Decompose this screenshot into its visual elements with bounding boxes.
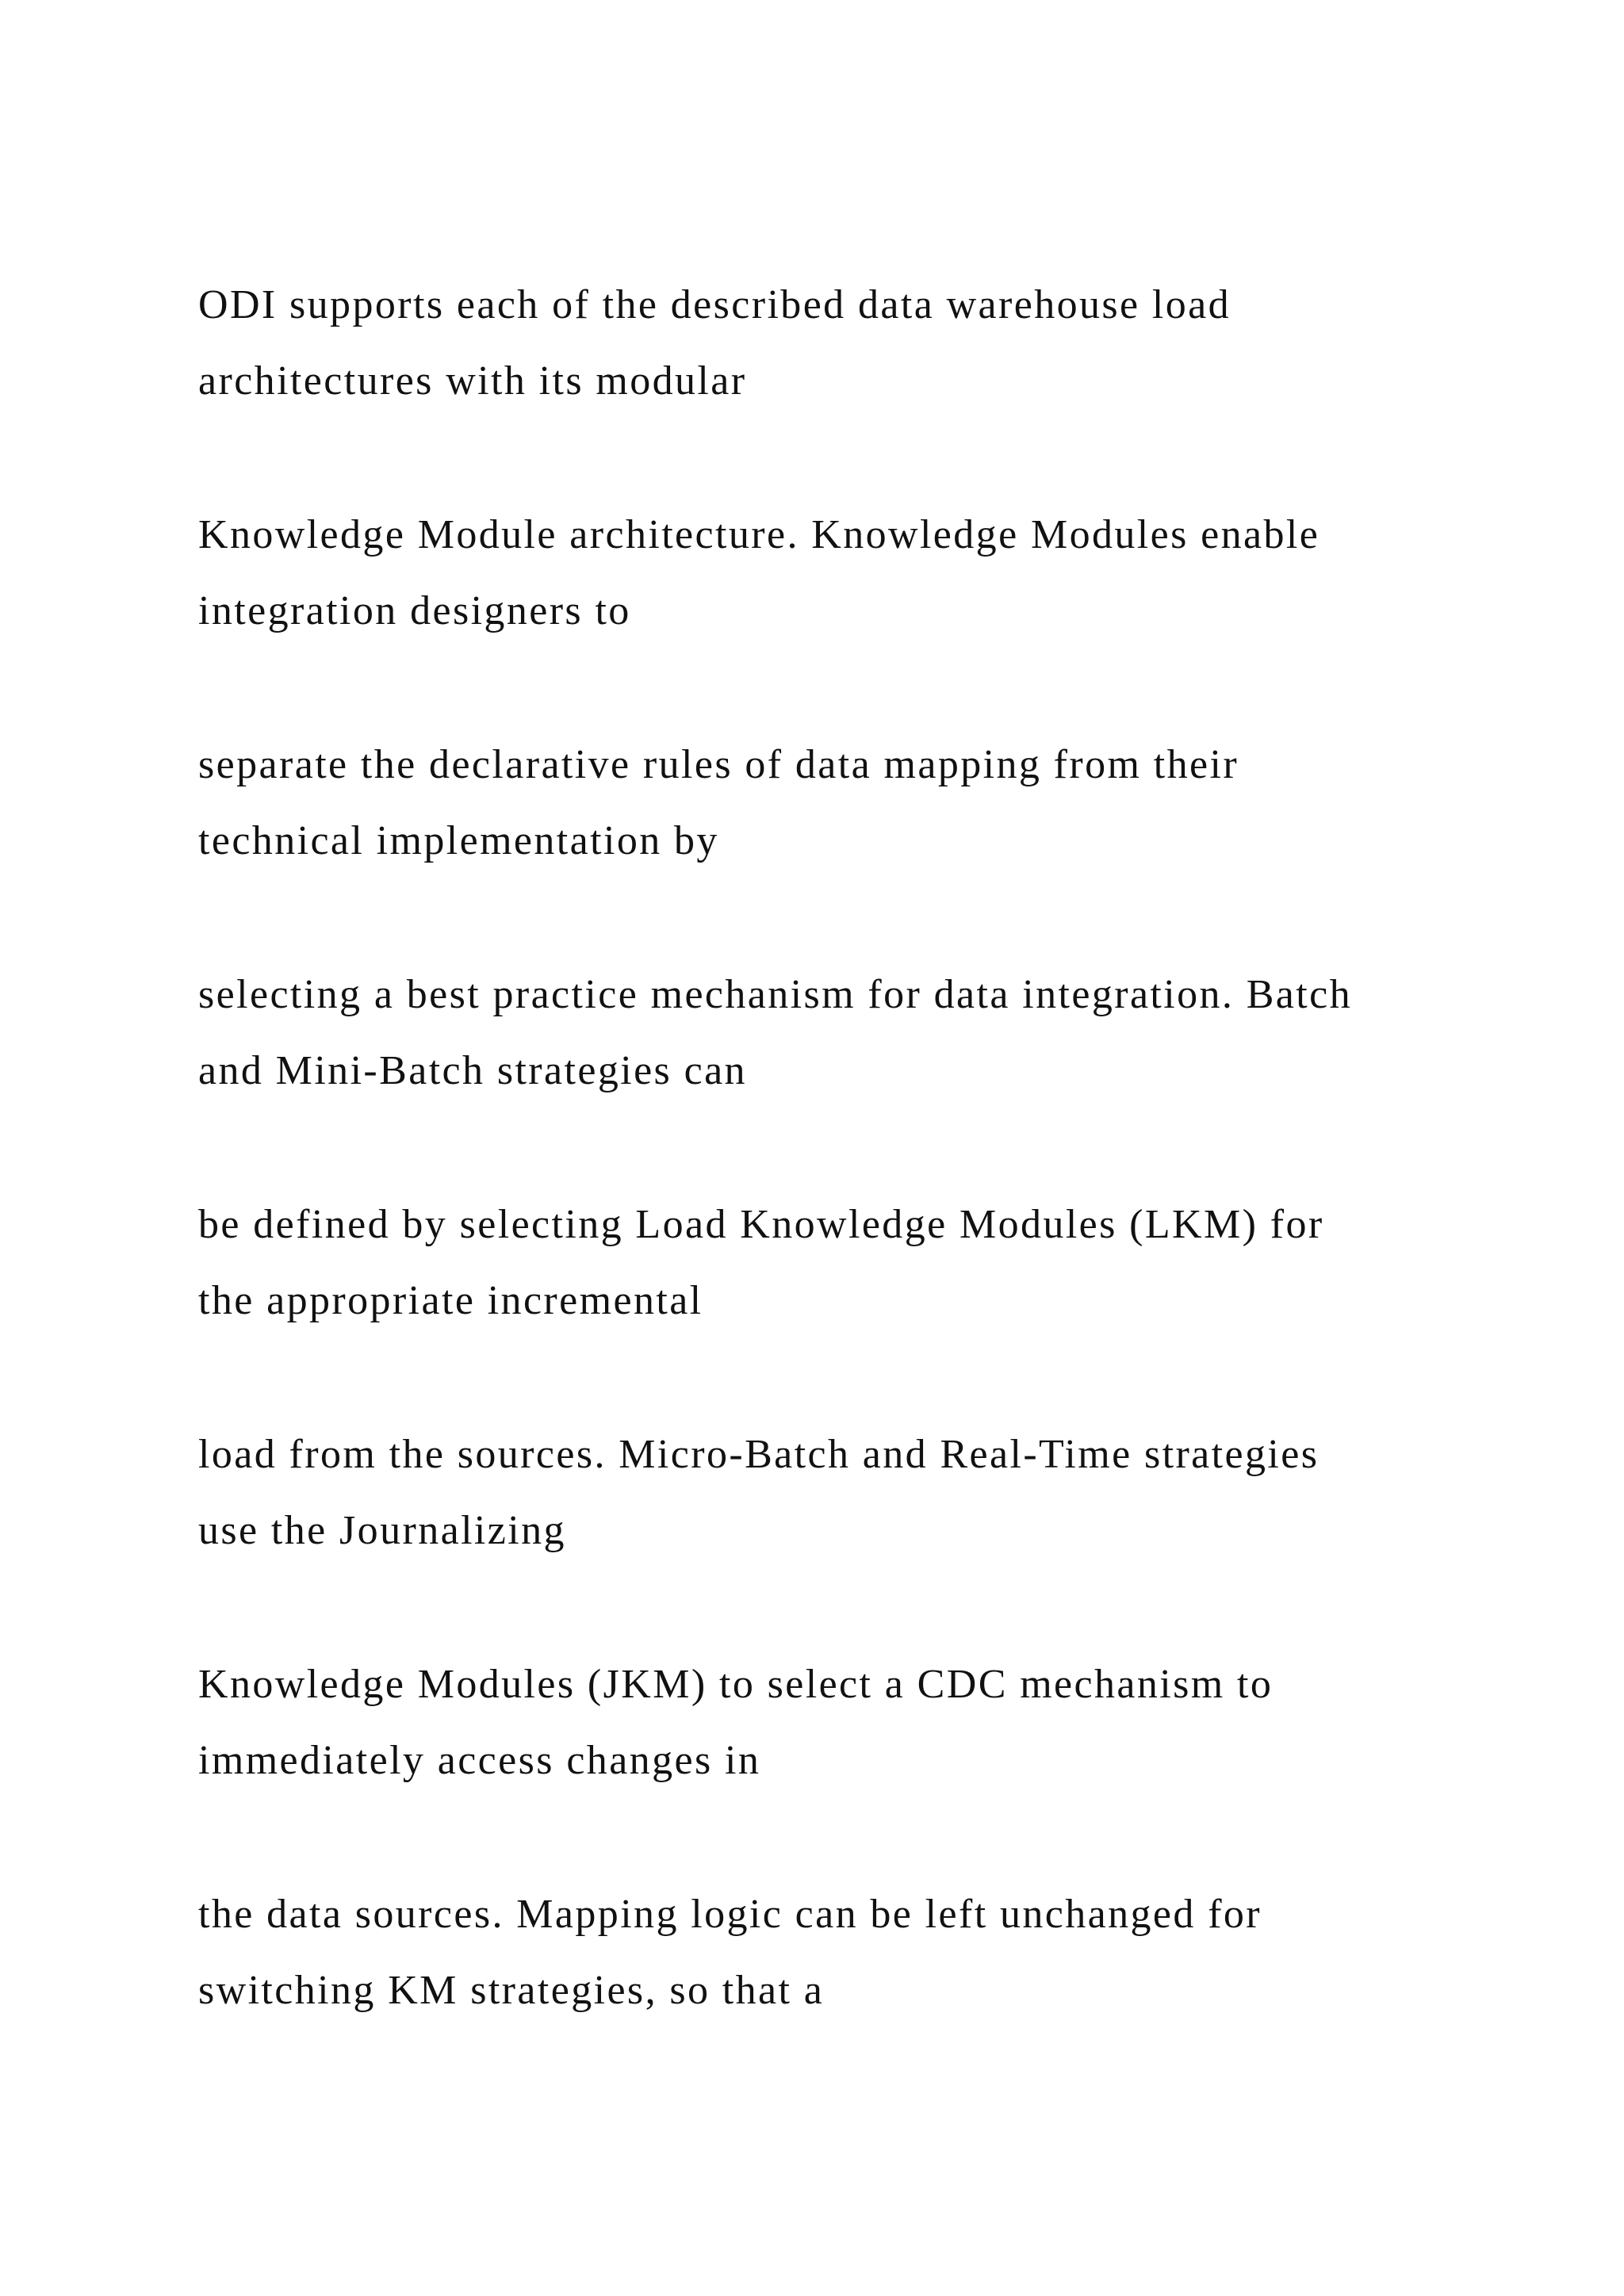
paragraph <box>198 267 1546 419</box>
text-line: ODI supports each of the described data warehouse load <box>198 282 1231 327</box>
paragraph <box>198 1187 1546 1339</box>
text-line: switching KM strategies, so that a <box>198 1968 825 2013</box>
paragraph <box>198 957 1546 1109</box>
text-line: and Mini-Batch strategies can <box>198 1048 747 1093</box>
text-line: the appropriate incremental <box>198 1278 703 1323</box>
paragraph <box>198 497 1546 649</box>
text-line: the data sources. Mapping logic can be left unchanged for <box>198 1892 1262 1937</box>
paragraph-gap <box>198 1569 1546 1647</box>
text-line: use the Journalizing <box>198 1508 566 1553</box>
text-line: integration designers to <box>198 588 631 633</box>
paragraph-gap <box>198 1339 1546 1417</box>
text-line: technical implementation by <box>198 818 719 863</box>
text-line: be defined by selecting Load Knowledge Modules (LKM) for <box>198 1202 1324 1247</box>
text-line: separate the declarative rules of data mapping from their <box>198 742 1239 787</box>
paragraph-gap <box>198 1799 1546 1877</box>
text-line: architectures with its modular <box>198 358 747 404</box>
paragraph <box>198 1877 1546 2029</box>
text-line: Knowledge Modules (JKM) to select a CDC mechanism to <box>198 1662 1274 1707</box>
paragraph <box>198 1647 1546 1799</box>
text-line: selecting a best practice mechanism for data integration. Batch <box>198 972 1353 1017</box>
document-body <box>198 267 1546 2029</box>
text-line: Knowledge Module architecture. Knowledge Modules enable <box>198 512 1320 557</box>
paragraph-gap <box>198 649 1546 727</box>
paragraph-gap <box>198 419 1546 497</box>
paragraph <box>198 1417 1546 1569</box>
paragraph <box>198 727 1546 879</box>
paragraph-gap <box>198 879 1546 957</box>
text-line: immediately access changes in <box>198 1738 761 1783</box>
paragraph-gap <box>198 1109 1546 1187</box>
text-line: load from the sources. Micro-Batch and Real-Time strategies <box>198 1432 1320 1477</box>
